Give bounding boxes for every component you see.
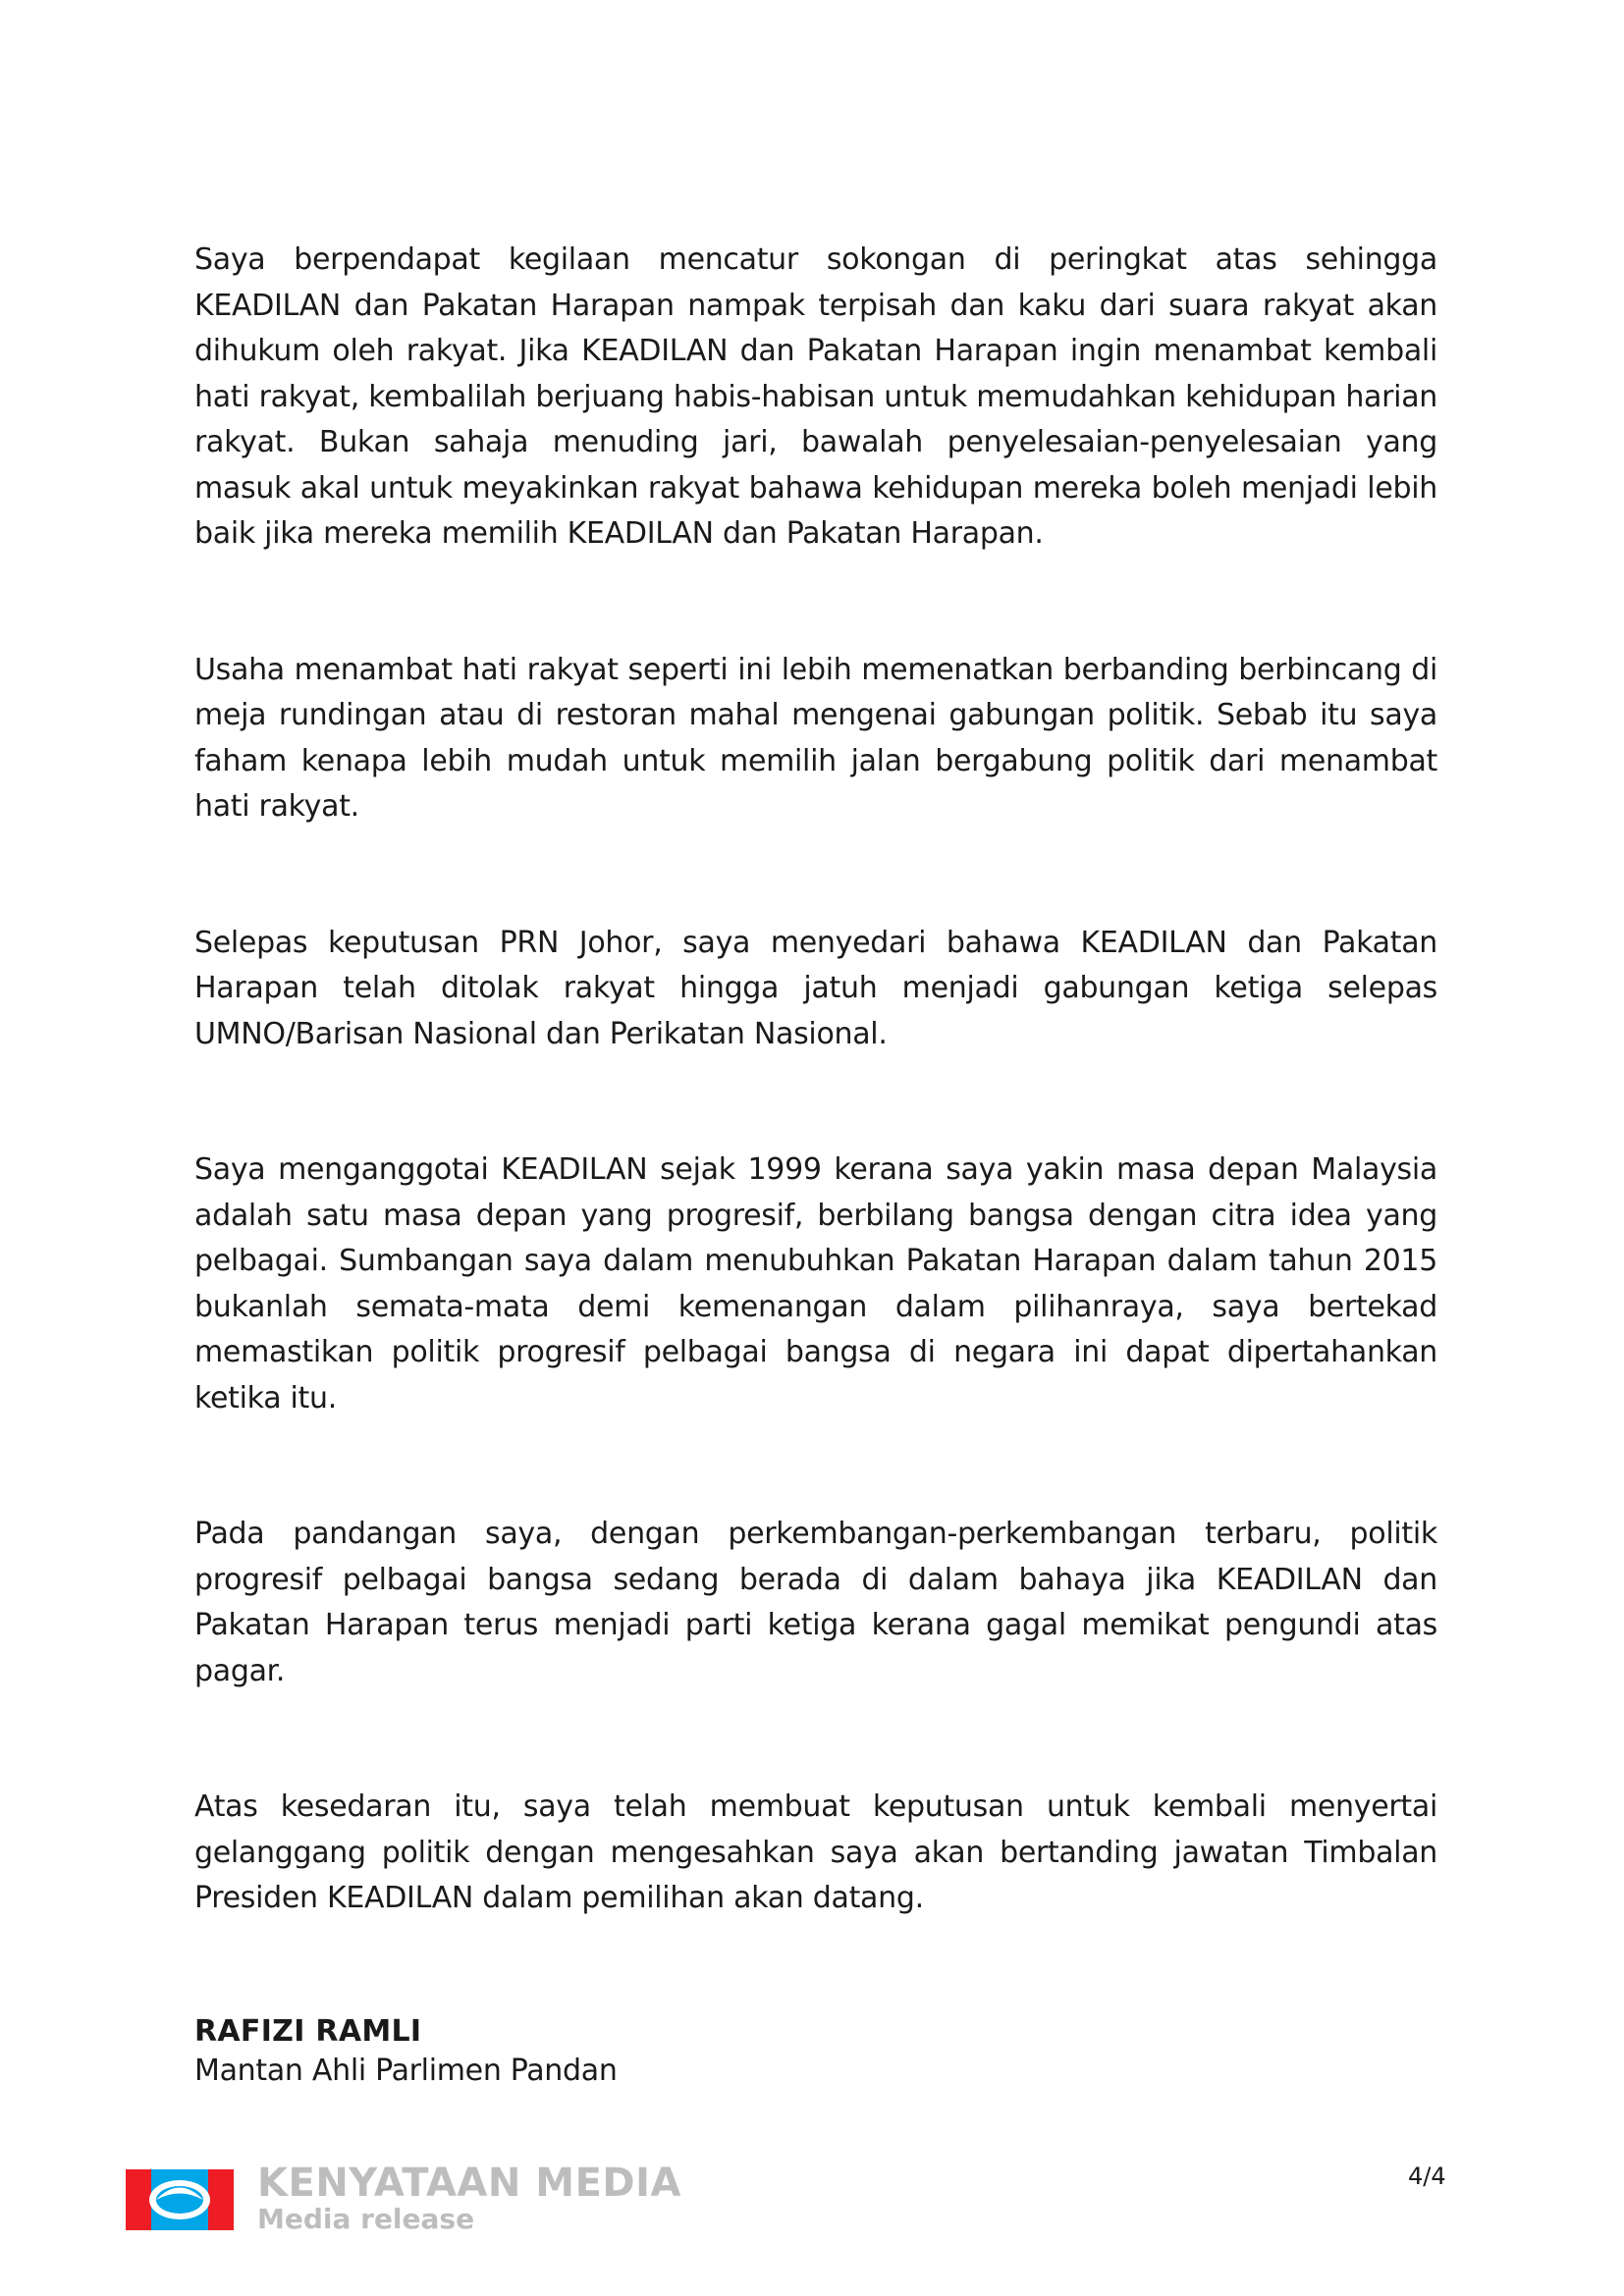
document-body bbox=[194, 238, 1437, 2091]
footer-text bbox=[257, 2162, 681, 2234]
paragraph: Selepas keputusan PRN Johor, saya menyedari bahawa KEADILAN dan Pakatan Harapan telah ditolak rakyat hingga jatuh menjadi gabungan ketiga selepas UMNO/Barisan Nasional dan Perikatan Nasional. bbox=[194, 925, 1437, 1051]
footer-title: KENYATAAN MEDIA bbox=[257, 2161, 681, 2206]
footer-branding bbox=[126, 2161, 681, 2235]
signatory-name: RAFIZI RAMLI bbox=[194, 2013, 422, 2049]
paragraph: Saya berpendapat kegilaan mencatur sokongan di peringkat atas sehingga KEADILAN dan Pakatan Harapan nampak terpisah dan kaku dari suara rakyat akan dihukum oleh rakyat. Jika KEADILAN dan Pakatan Harapan ingin menambat kembali hati rakyat, kembalilah berjuang habis-habisan untuk memudahkan kehidupan harian rakyat. Bukan sahaja menuding jari, bawalah penyelesaian-penyelesaian yang masuk akal untuk meyakinkan rakyat bahawa kehidupan mereka boleh menjadi lebih baik jika mereka memilih KEADILAN dan Pakatan Harapan. bbox=[194, 242, 1437, 551]
signatory-title: Mantan Ahli Parlimen Pandan bbox=[194, 2053, 618, 2088]
page-number: 4/4 bbox=[1408, 2163, 1446, 2190]
footer-subtitle: Media release bbox=[257, 2203, 475, 2235]
paragraph: Atas kesedaran itu, saya telah membuat keputusan untuk kembali menyertai gelanggang politik dengan mengesahkan saya akan bertanding jawatan Timbalan Presiden KEADILAN dalam pemilihan akan datang. bbox=[194, 1789, 1437, 1915]
paragraph: Usaha menambat hati rakyat seperti ini lebih memenatkan berbanding berbincang di meja rundingan atau di restoran mahal mengenai gabungan politik. Sebab itu saya faham kenapa lebih mudah untuk memilih jalan bergabung politik dari menambat hati rakyat. bbox=[194, 652, 1437, 824]
party-logo-icon bbox=[126, 2169, 234, 2230]
paragraph: Pada pandangan saya, dengan perkembangan-perkembangan terbaru, politik progresif pelbagai bangsa sedang berada di dalam bahaya jika KEADILAN dan Pakatan Harapan terus menjadi parti ketiga kerana gagal memikat pengundi atas pagar. bbox=[194, 1517, 1437, 1688]
paragraph: Saya menganggotai KEADILAN sejak 1999 kerana saya yakin masa depan Malaysia adalah satu masa depan yang progresif, berbilang bangsa dengan citra idea yang pelbagai. Sumbangan saya dalam menubuhkan Pakatan Harapan dalam tahun 2015 bukanlah semata-mata demi kemenangan dalam pilihanraya, saya bertekad memastikan politik progresif pelbagai bangsa di negara ini dapat dipertahankan ketika itu. bbox=[194, 1152, 1437, 1415]
signature-block bbox=[194, 2012, 1437, 2091]
